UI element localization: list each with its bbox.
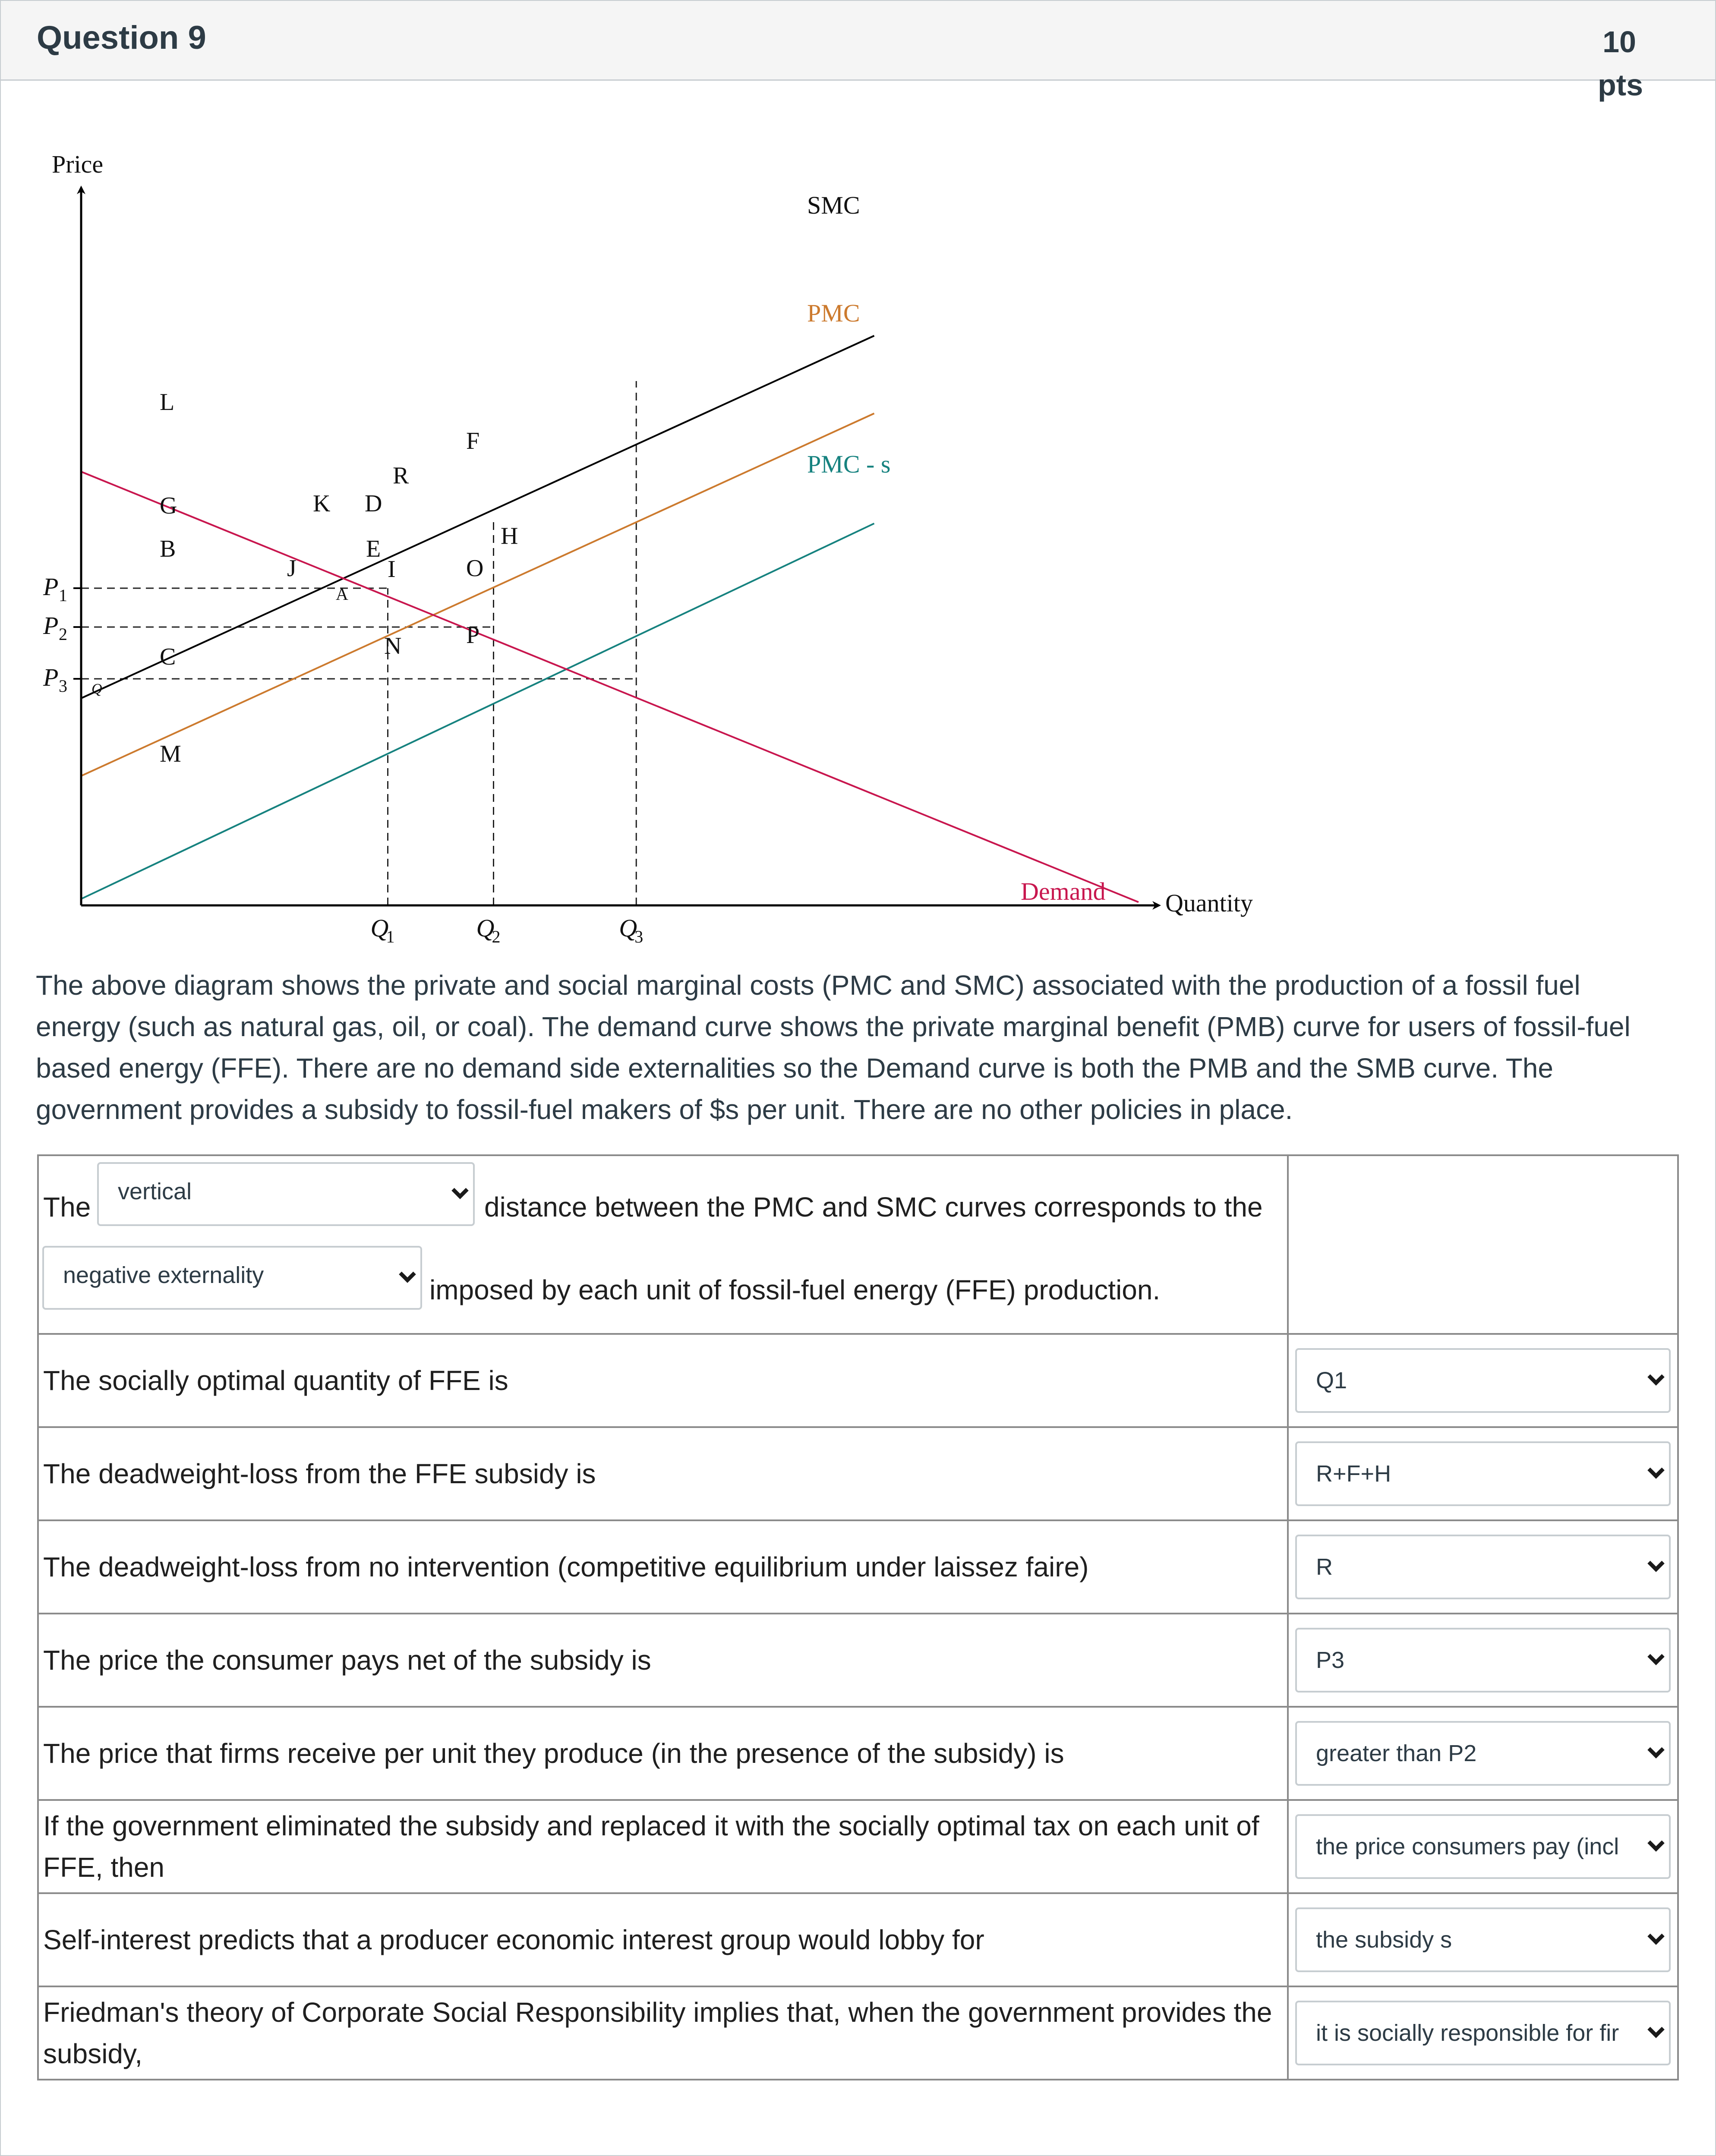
question-title: Question 9 bbox=[37, 19, 206, 56]
region-label: H bbox=[501, 523, 518, 549]
chevron-down-icon bbox=[1647, 2021, 1665, 2038]
region-label: P bbox=[466, 622, 480, 649]
answer-cell bbox=[1288, 1893, 1678, 1986]
curve-demand bbox=[81, 472, 1139, 902]
quantity-label: Q bbox=[619, 914, 637, 942]
price-label-sub: 2 bbox=[59, 624, 67, 644]
region-label: C bbox=[160, 643, 176, 670]
curve-label: PMC bbox=[807, 299, 860, 327]
price-label-sub: 1 bbox=[59, 586, 67, 605]
chevron-down-icon bbox=[1647, 1555, 1665, 1572]
table-row bbox=[38, 1707, 1678, 1800]
table-row bbox=[38, 1800, 1678, 1893]
answer-select[interactable]: Q1 bbox=[1295, 1348, 1671, 1413]
price-label-sub: 3 bbox=[59, 676, 67, 696]
answer-select[interactable]: P3 bbox=[1295, 1628, 1671, 1693]
externality-select[interactable]: negative externality bbox=[42, 1246, 422, 1310]
answer-cell bbox=[1288, 1800, 1678, 1893]
price-label: P bbox=[43, 573, 59, 601]
quantity-label-sub: 3 bbox=[634, 927, 644, 946]
region-label: D bbox=[365, 490, 382, 517]
answer-select[interactable]: R bbox=[1295, 1535, 1671, 1599]
table-row bbox=[38, 1986, 1678, 2080]
answer-cell bbox=[1288, 1986, 1678, 2080]
row1-answer-cell bbox=[1288, 1155, 1678, 1334]
region-label: B bbox=[160, 536, 176, 562]
chevron-down-icon bbox=[451, 1182, 469, 1199]
table-row bbox=[38, 1893, 1678, 1986]
quantity-label-sub: 2 bbox=[492, 927, 501, 946]
region-label: A bbox=[336, 584, 348, 604]
question-label: Friedman's theory of Corporate Social Responsibility implies that, when the government provides the subsidy, bbox=[38, 1986, 1288, 2080]
origin-q-label: Q bbox=[91, 681, 102, 697]
quantity-label: Q bbox=[370, 914, 389, 942]
table-row bbox=[38, 1614, 1678, 1707]
question-label: The deadweight-loss from the FFE subsidy is bbox=[38, 1427, 1288, 1520]
curve-label: SMC bbox=[807, 191, 860, 219]
question-label: If the government eliminated the subsidy and replaced it with the socially optimal tax on each unit of FFE, then bbox=[38, 1800, 1288, 1893]
region-label: N bbox=[384, 633, 402, 659]
chevron-down-icon bbox=[399, 1266, 416, 1283]
row1-cell bbox=[38, 1155, 1288, 1334]
points-value: 10 bbox=[1602, 25, 1636, 59]
curve-pmc bbox=[81, 413, 874, 776]
answer-select[interactable]: the subsidy s bbox=[1295, 1907, 1671, 1972]
chevron-down-icon bbox=[1647, 1834, 1665, 1852]
region-label: L bbox=[160, 389, 175, 416]
price-label: P bbox=[43, 611, 59, 640]
answer-select[interactable]: it is socially responsible for fir bbox=[1295, 2001, 1671, 2065]
question-label: Self-interest predicts that a producer economic interest group would lobby for bbox=[38, 1893, 1288, 1986]
region-label: F bbox=[466, 428, 480, 454]
x-axis-label: Quantity bbox=[1165, 889, 1253, 917]
answer-cell bbox=[1288, 1707, 1678, 1800]
chevron-down-icon bbox=[1647, 1462, 1665, 1479]
curve-label: PMC - s bbox=[807, 450, 891, 478]
market-diagram bbox=[0, 125, 1716, 954]
question-label: The socially optimal quantity of FFE is bbox=[38, 1334, 1288, 1427]
region-label: M bbox=[160, 741, 181, 767]
row1-middle: distance between the PMC and SMC curves corresponds to the bbox=[484, 1191, 1263, 1223]
answer-cell bbox=[1288, 1334, 1678, 1427]
region-label: J bbox=[287, 555, 297, 582]
chevron-down-icon bbox=[1647, 1368, 1665, 1386]
quantity-label-sub: 1 bbox=[386, 927, 395, 946]
region-label: I bbox=[388, 556, 396, 583]
region-label: E bbox=[366, 536, 381, 562]
price-label: P bbox=[43, 663, 59, 691]
row1-prefix: The bbox=[43, 1191, 91, 1223]
answer-cell bbox=[1288, 1427, 1678, 1520]
question-label: The price the consumer pays net of the subsidy is bbox=[38, 1614, 1288, 1707]
answer-cell bbox=[1288, 1520, 1678, 1614]
curve-label: Demand bbox=[1021, 877, 1106, 905]
answer-cell bbox=[1288, 1614, 1678, 1707]
answer-table bbox=[37, 1154, 1679, 2080]
direction-select[interactable]: vertical bbox=[97, 1162, 475, 1226]
question-label: The price that firms receive per unit they produce (in the presence of the subsidy) is bbox=[38, 1707, 1288, 1800]
chevron-down-icon bbox=[1647, 1928, 1665, 1945]
answer-select[interactable]: R+F+H bbox=[1295, 1441, 1671, 1506]
region-label: O bbox=[466, 555, 484, 582]
question-label: The deadweight-loss from no intervention (competitive equilibrium under laissez faire) bbox=[38, 1520, 1288, 1614]
points-unit: pts bbox=[1598, 68, 1643, 102]
table-row bbox=[38, 1427, 1678, 1520]
answer-select[interactable]: the price consumers pay (incl bbox=[1295, 1814, 1671, 1879]
row1-suffix: imposed by each unit of fossil-fuel energy (FFE) production. bbox=[429, 1274, 1161, 1305]
y-axis-label: Price bbox=[52, 150, 104, 178]
region-label: G bbox=[160, 492, 177, 519]
region-label: K bbox=[313, 490, 331, 517]
question-header bbox=[1, 1, 1715, 102]
table-row bbox=[38, 1334, 1678, 1427]
region-label: R bbox=[393, 462, 409, 489]
question-points bbox=[1598, 20, 1641, 107]
table-row bbox=[38, 1520, 1678, 1614]
answer-select[interactable]: greater than P2 bbox=[1295, 1721, 1671, 1786]
question-description: The above diagram shows the private and social marginal costs (PMC and SMC) associated with the production of a fossil fuel energy (such as natural gas, oil, or coal). The demand curve shows the private marginal benefit (PMB) curve for users of fossil-fuel based energy (FFE). There are no demand side externalities so the Demand curve is both the PMB and the SMB curve. The government provides a subsidy to fossil-fuel makers of $s per unit. There are no other policies in place. bbox=[36, 970, 1631, 1125]
quantity-label: Q bbox=[476, 914, 495, 942]
chevron-down-icon bbox=[1647, 1741, 1665, 1759]
chevron-down-icon bbox=[1647, 1648, 1665, 1665]
table-row bbox=[38, 1155, 1678, 1334]
